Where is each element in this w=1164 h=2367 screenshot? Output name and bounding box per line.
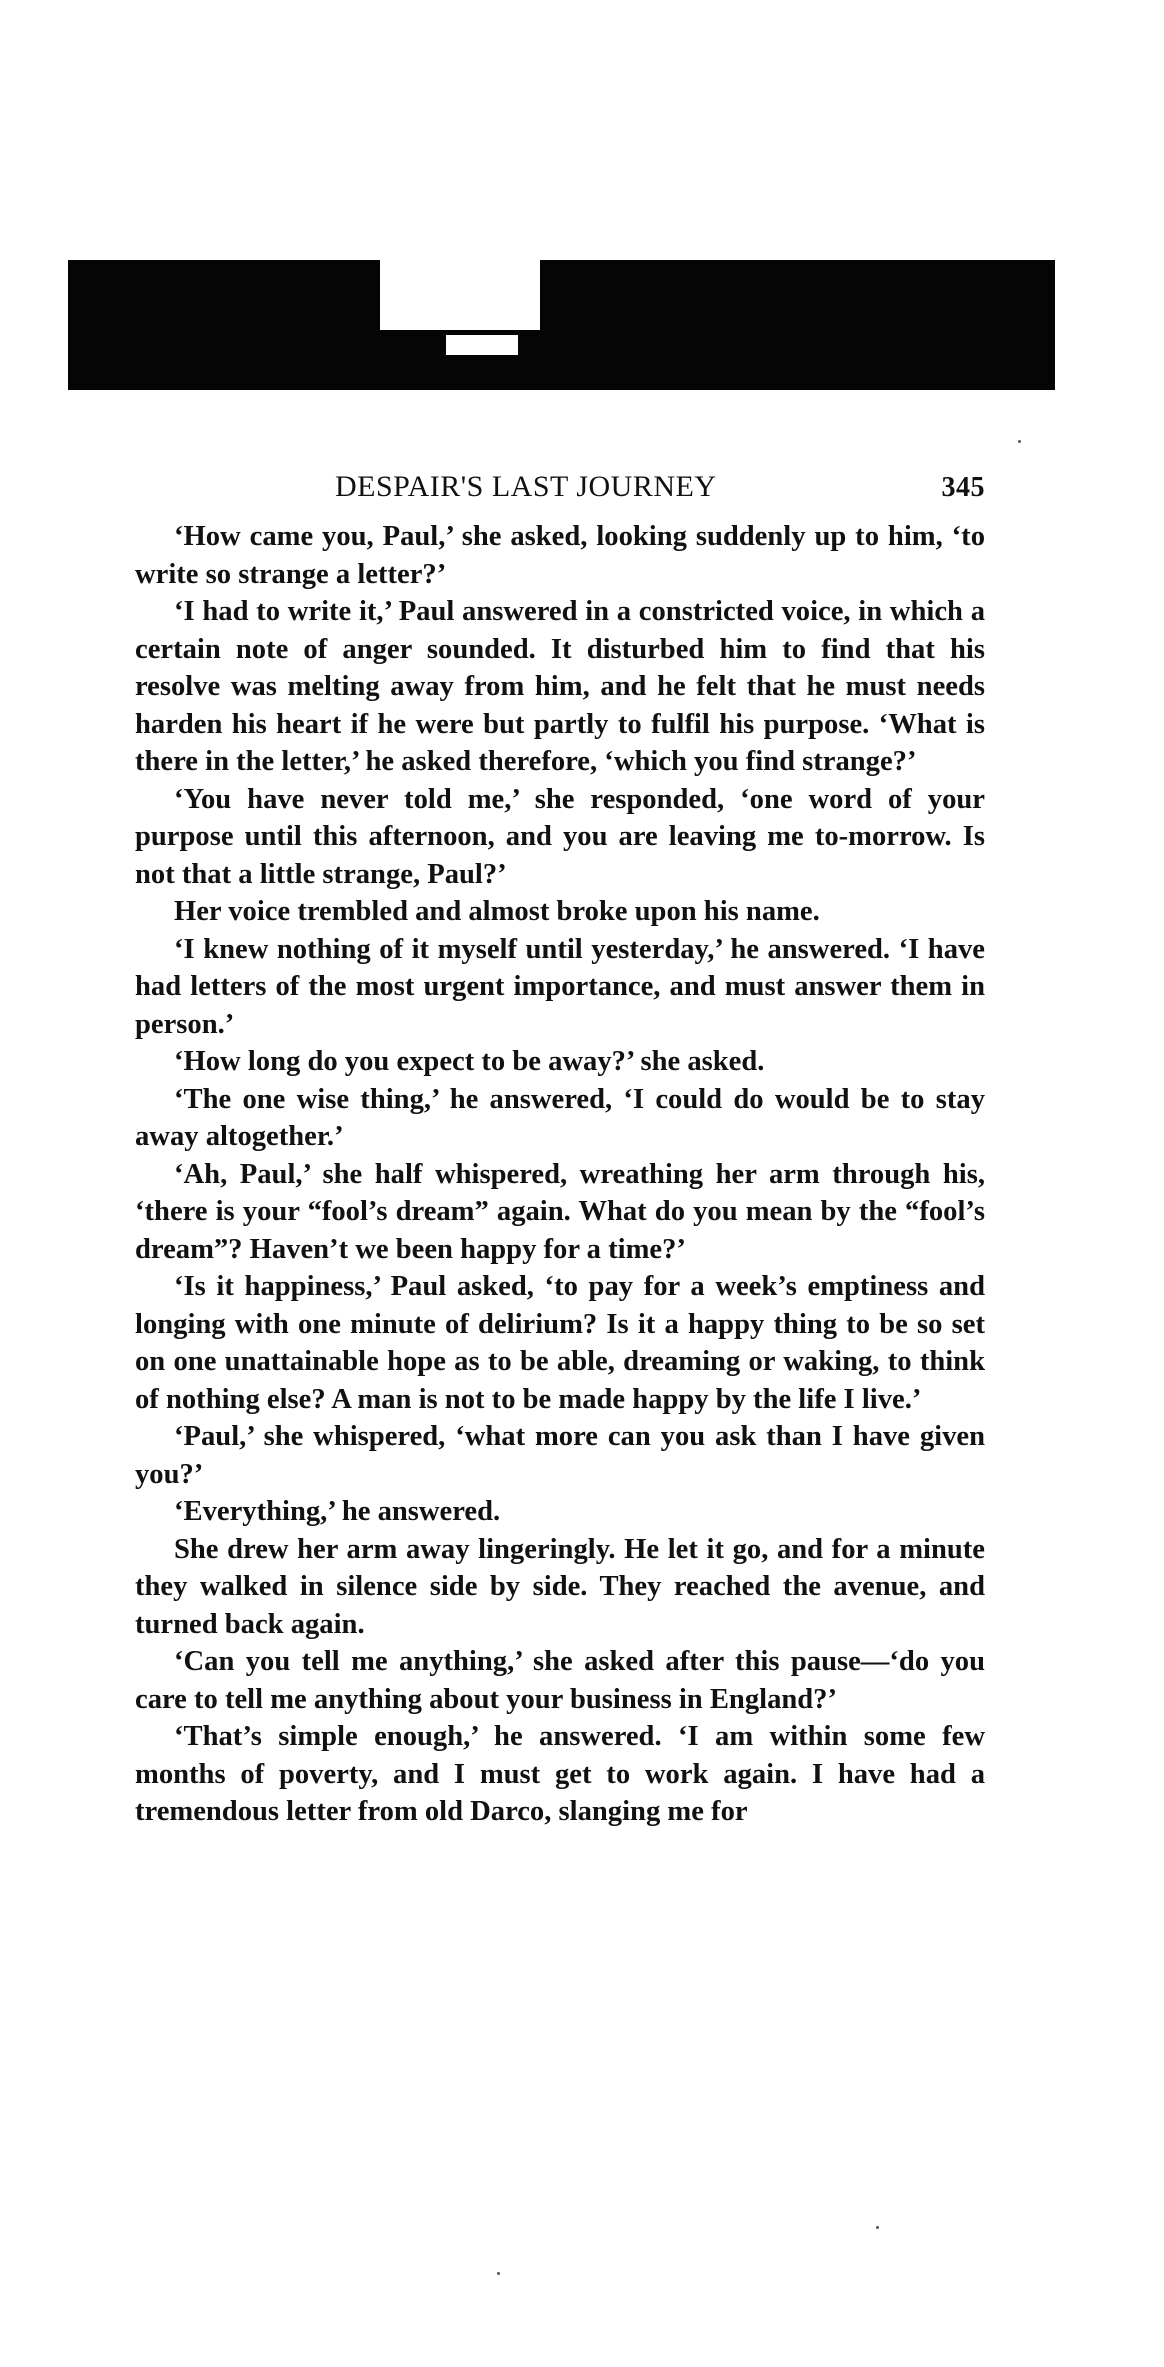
- paragraph: Her voice trembled and almost broke upon his name.: [174, 896, 820, 927]
- paragraph: ‘Paul,’ she whispered, ‘what more can you ask than I have given you?’: [135, 1421, 985, 1490]
- paragraph: ‘How long do you expect to be away?’ she asked.: [174, 1046, 765, 1077]
- scan-speck: [497, 2272, 500, 2275]
- running-head: [135, 470, 985, 518]
- scan-speck: [876, 2226, 879, 2229]
- scan-notch-top: [380, 260, 540, 300]
- paragraph: ‘The one wise thing,’ he answered, ‘I could do would be to stay away altogether.’: [135, 1083, 985, 1152]
- paragraph: ‘How came you, Paul,’ she asked, looking suddenly up to him, ‘to write so strange a letter?’: [135, 521, 985, 590]
- book-page: [135, 470, 985, 1831]
- scan-notch-bottom: [380, 300, 540, 330]
- paragraph: She drew her arm away lingeringly. He let it go, and for a minute they walked in silence side by side. They reached the avenue, and turned back again.: [135, 1533, 985, 1640]
- paragraph: ‘I knew nothing of it myself until yesterday,’ he answered. ‘I have had letters of the most urgent importance, and must answer them in person.’: [135, 933, 985, 1040]
- paragraph: ‘You have never told me,’ she responded, ‘one word of your purpose until this afternoon, and you are leaving me to-morrow. Is not that a little strange, Paul?’: [135, 783, 985, 890]
- scan-slit: [446, 335, 518, 355]
- paragraph: ‘Can you tell me anything,’ she asked after this pause—‘do you care to tell me anything about your business in England?’: [135, 1646, 985, 1715]
- paragraph: ‘Ah, Paul,’ she half whispered, wreathing her arm through his, ‘there is your “fool’s dream” again. What do you mean by the “fool’s dream”? Haven’t we been happy for a time?’: [135, 1158, 985, 1265]
- paragraph: ‘I had to write it,’ Paul answered in a constricted voice, in which a certain note of anger sounded. It disturbed him to find that his resolve was melting away from him, and he felt that he must needs harden his heart if he were but partly to fulfil his purpose. ‘What is there in the letter,’ he asked therefore, ‘which you find strange?’: [135, 596, 985, 777]
- paragraph: ‘Everything,’ he answered.: [174, 1496, 501, 1527]
- paragraph: ‘That’s simple enough,’ he answered. ‘I am within some few months of poverty, and I must get to work again. I have had a tremendous letter from old Darco, slanging me for: [135, 1721, 985, 1827]
- body-text: [135, 518, 985, 1831]
- paragraph: ‘Is it happiness,’ Paul asked, ‘to pay for a week’s emptiness and longing with one minute of delirium? Is it a happy thing to be so set on one unattainable hope as to be able, dreaming or waking, to think of nothing else? A man is not to be made happy by the life I live.’: [135, 1271, 985, 1415]
- scan-speck: [1018, 440, 1021, 443]
- page-number: 345: [941, 472, 985, 503]
- chapter-title: DESPAIR'S LAST JOURNEY: [335, 470, 717, 503]
- scan-redaction-bar: [68, 260, 1055, 390]
